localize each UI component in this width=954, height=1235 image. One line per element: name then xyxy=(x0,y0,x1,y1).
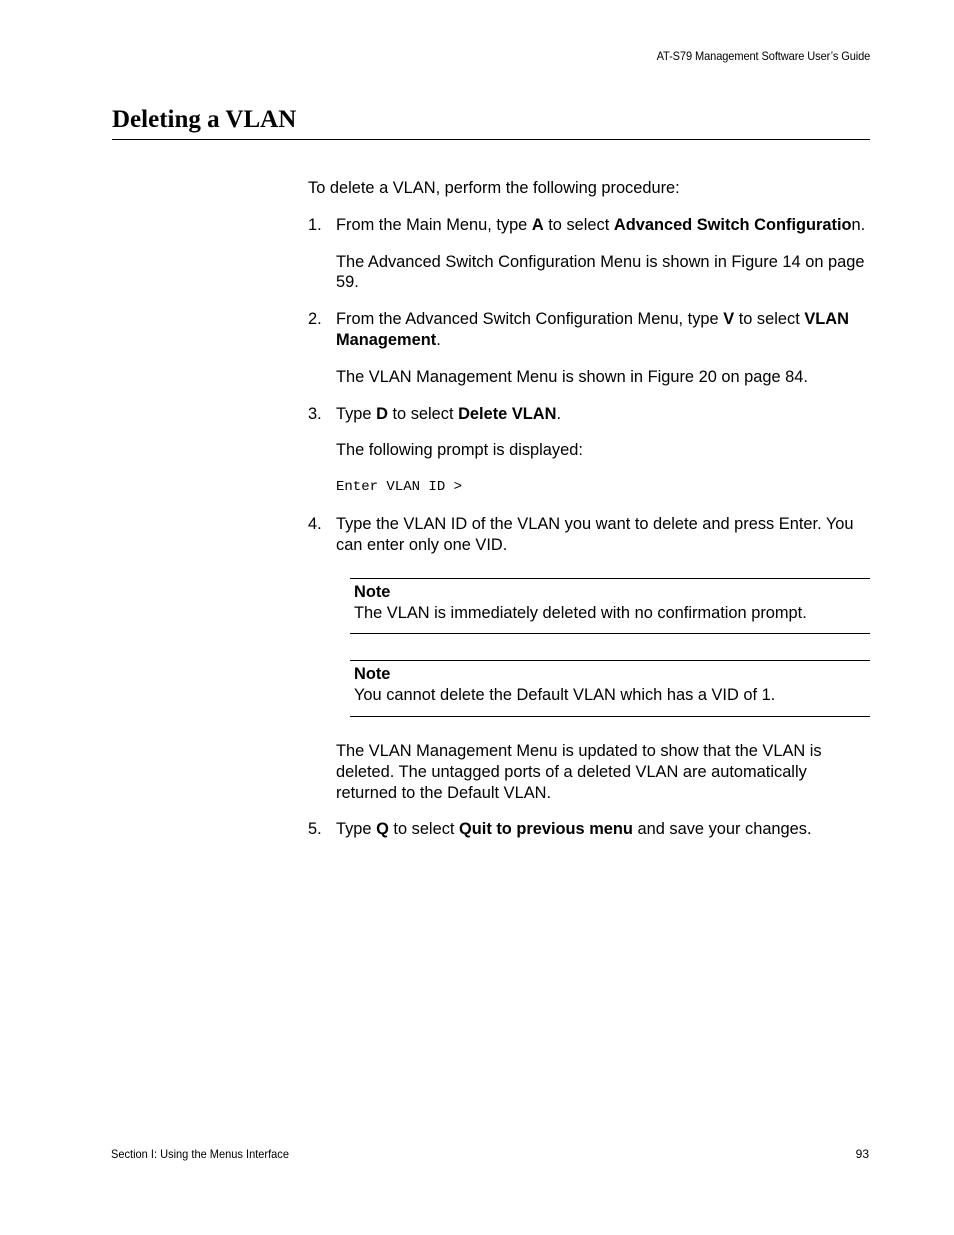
bold-keyword: A xyxy=(531,215,544,234)
text-run: From the Advanced Switch Configuration Menu, type xyxy=(336,310,724,329)
step-3 xyxy=(308,404,870,425)
text-run: to select xyxy=(543,215,614,234)
note-box xyxy=(350,660,870,717)
procedure-body xyxy=(308,178,870,856)
text-run: to select xyxy=(734,310,805,329)
prompt-code: Enter VLAN ID > xyxy=(336,479,463,496)
note-label: Note xyxy=(354,582,391,601)
bold-keyword: Advanced Switch Configuratio xyxy=(613,215,852,234)
bold-keyword: Q xyxy=(376,820,389,839)
bold-keyword: V xyxy=(723,310,735,329)
note-text: The VLAN is immediately deleted with no confirmation prompt. xyxy=(354,603,807,622)
text-run: to select xyxy=(387,404,459,423)
step-number: 3. xyxy=(308,404,322,423)
running-header: AT-S79 Management Software User’s Guide xyxy=(656,49,870,63)
text-run: and save your changes. xyxy=(632,820,812,839)
section-title: Deleting a VLAN xyxy=(112,106,297,133)
bold-keyword: Delete VLAN xyxy=(458,404,557,423)
title-underline-rule xyxy=(112,139,870,140)
step-number: 5. xyxy=(308,820,322,839)
step-text xyxy=(336,310,849,349)
note-text: You cannot delete the Default VLAN which has a VID of 1. xyxy=(354,686,776,705)
intro-paragraph: To delete a VLAN, perform the following procedure: xyxy=(308,179,680,197)
text-run: Type xyxy=(336,820,377,839)
step-text xyxy=(336,216,865,234)
step-number: 4. xyxy=(308,515,322,534)
step-4-result: The VLAN Management Menu is updated to show that the VLAN is deleted. The untagged ports of a deleted VLAN are automatically returned to the Default VLAN. xyxy=(336,741,822,802)
footer-section-title: Section I: Using the Menus Interface xyxy=(111,1147,289,1161)
text-run: n. xyxy=(851,215,866,234)
text-run: . xyxy=(556,404,562,423)
page-number: 93 xyxy=(855,1147,869,1161)
bold-keyword: Quit to previous menu xyxy=(459,820,633,839)
notes-group xyxy=(308,570,870,717)
step-2-detail: The VLAN Management Menu is shown in Figure 20 on page 84. xyxy=(336,367,808,386)
step-2 xyxy=(308,309,870,351)
step-text xyxy=(336,820,812,838)
note-label: Note xyxy=(354,665,391,684)
bold-keyword: D xyxy=(376,404,388,423)
step-number: 2. xyxy=(308,310,322,329)
text-run: . xyxy=(436,330,441,349)
text-run: From the Main Menu, type xyxy=(336,215,532,234)
step-text: Type the VLAN ID of the VLAN you want to delete and press Enter. You can enter only one VID. xyxy=(336,515,854,554)
step-3-detail: The following prompt is displayed: xyxy=(336,441,583,460)
step-4 xyxy=(308,514,870,556)
text-run: to select xyxy=(388,820,459,839)
step-5 xyxy=(308,819,870,840)
bold-keyword: VLAN Management xyxy=(336,310,849,349)
step-1-detail: The Advanced Switch Configuration Menu is shown in Figure 14 on page 59. xyxy=(336,252,865,292)
step-1 xyxy=(308,215,870,236)
step-number: 1. xyxy=(308,215,322,234)
text-run: Type xyxy=(336,404,377,423)
step-text xyxy=(336,405,561,423)
note-box xyxy=(350,578,870,635)
